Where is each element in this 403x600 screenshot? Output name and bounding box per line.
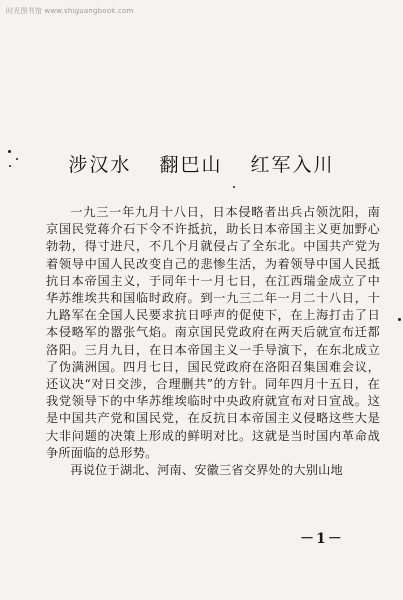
margin-mark [398,318,401,321]
title-part-2: 翻巴山 [159,154,223,176]
chapter-title [0,150,403,177]
title-part-3: 红军入川 [250,154,335,176]
body-text [46,204,380,479]
margin-mark [8,150,11,153]
paragraph: 一九三一年九月十八日，日本侵略者出兵占领沈阳，南京国民党蒋介石下令不许抵抗，助长日本帝国主义更加野心勃勃，得寸进尺，不几个月就侵占了全东北。中国共产党为着领导中国人民改变自己的悲惨生活，为着领导中国人民抵抗日本帝国主义，于同年十一月七日，在江西瑞金成立了中华苏维埃共和国临时政府。到一九三二年一月二十八日，十九路军在全国人民要求抗日呼声的促使下，在上海打击了日本侵略军的嚣张气焰。南京国民党政府在两天后就宣布迁都洛阳。三月九日，在日本帝国主义一手导演下，在东北成立了伪满洲国。四月七日，国民党政府在洛阳召集国难会议，还议决“对日交涉，合理删共”的方针。同年四月十五日，在我党领导下的中华苏维埃临时中央政府就宣布对日宣战。这是中国共产党和国民党，在反抗日本帝国主义侵略这些大是大非问题的决策上形成的鲜明对比。这就是当时国内革命战争所面临的总形势。 [46,205,380,460]
title-part-1: 涉汉水 [68,154,132,176]
page-number: －1－ [300,531,344,547]
margin-mark [233,186,235,188]
paragraph: 再说位于湖北、河南、安徽三省交界处的大别山地 [70,463,343,478]
margin-mark [16,158,18,160]
margin-mark [9,165,11,167]
watermark: 时光图书馆 www.shiguangbook.com [6,7,134,15]
